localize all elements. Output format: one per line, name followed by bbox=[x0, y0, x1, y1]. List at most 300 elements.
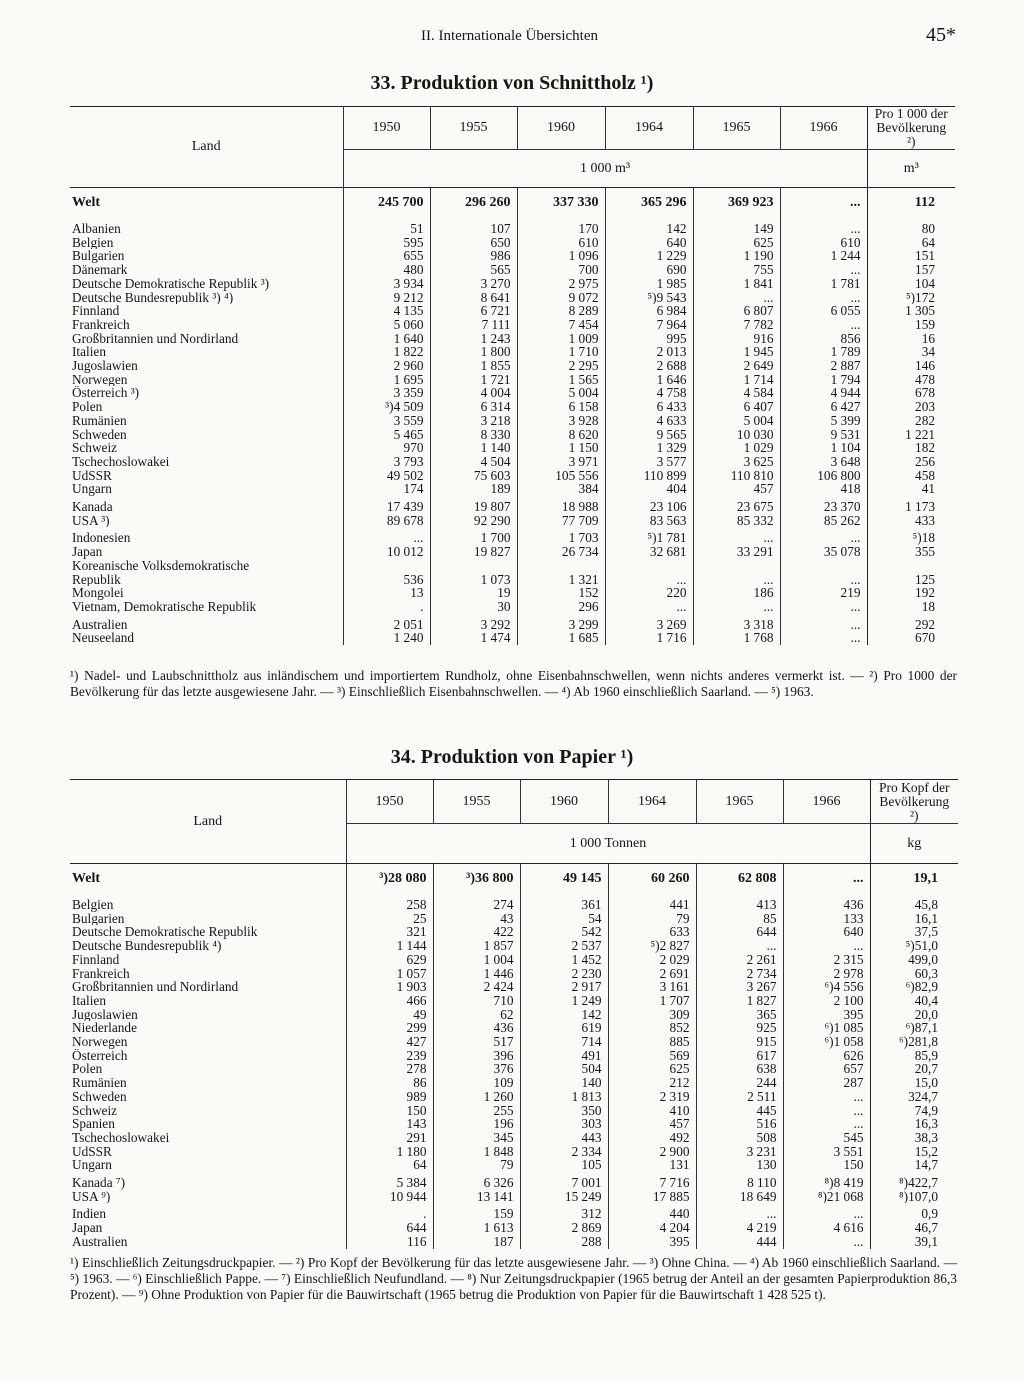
cell-value: 915 bbox=[696, 1035, 783, 1049]
cell-value: 19 807 bbox=[430, 496, 517, 514]
cell-value: ... bbox=[780, 318, 867, 332]
table-row bbox=[70, 345, 955, 359]
table-row bbox=[70, 496, 955, 514]
cell-value: 369 923 bbox=[693, 188, 780, 219]
cell-value: 33 291 bbox=[693, 545, 780, 559]
cell-value: ... bbox=[780, 631, 867, 645]
cell-value: 1 004 bbox=[433, 953, 520, 967]
cell-value: 8 641 bbox=[430, 291, 517, 305]
column-header-year: 1955 bbox=[430, 107, 517, 150]
cell-value: 1 029 bbox=[693, 441, 780, 455]
cell-value: 2 230 bbox=[520, 967, 608, 981]
cell-value: 1 057 bbox=[346, 967, 433, 981]
cell-value: 152 bbox=[517, 586, 605, 600]
column-header-year: 1964 bbox=[605, 107, 693, 150]
row-country: Deutsche Bundesrepublik ³) ⁴) bbox=[72, 290, 234, 305]
cell-value: 4 204 bbox=[608, 1221, 696, 1235]
row-country: Italien bbox=[72, 345, 106, 360]
cell-value: 92 290 bbox=[430, 514, 517, 528]
row-country: Großbritannien und Nordirland bbox=[72, 331, 239, 346]
cell-value: 625 bbox=[608, 1062, 696, 1076]
cell-value: ... bbox=[693, 291, 780, 305]
row-country: Schweiz bbox=[72, 1103, 118, 1118]
cell-value: 1 150 bbox=[517, 441, 605, 455]
cell-value: 2 887 bbox=[780, 359, 867, 373]
cell-value: ³)36 800 bbox=[433, 864, 520, 895]
table-row bbox=[70, 586, 955, 600]
cell-value: 3 359 bbox=[343, 386, 430, 400]
cell-value: 32 681 bbox=[605, 545, 693, 559]
cell-per-capita: 16 bbox=[867, 332, 955, 346]
cell-value: 110 899 bbox=[605, 469, 693, 483]
cell-value: ... bbox=[693, 600, 780, 614]
cell-value: 640 bbox=[605, 236, 693, 250]
row-country: Finnland bbox=[72, 952, 120, 967]
cell-value: 51 bbox=[343, 218, 430, 236]
row-country: Japan bbox=[72, 1221, 103, 1235]
cell-value: ⁵)2 827 bbox=[608, 939, 696, 953]
cell-value: 1 789 bbox=[780, 345, 867, 359]
cell-value: 404 bbox=[605, 482, 693, 496]
cell-per-capita: 282 bbox=[867, 414, 955, 428]
cell-value: 79 bbox=[608, 912, 696, 926]
cell-value: 85 332 bbox=[693, 514, 780, 528]
row-country: Australien bbox=[72, 616, 128, 632]
cell-per-capita: ⁸)422,7 bbox=[870, 1172, 958, 1190]
cell-value: 6 433 bbox=[605, 400, 693, 414]
cell-per-capita: 112 bbox=[867, 188, 955, 219]
cell-per-capita: 40,4 bbox=[870, 994, 958, 1008]
cell-value: 3 648 bbox=[780, 455, 867, 469]
cell-value: 5 399 bbox=[780, 414, 867, 428]
cell-value: 2 975 bbox=[517, 277, 605, 291]
cell-value: 2 261 bbox=[696, 953, 783, 967]
column-header-per-capita: Pro 1 000 der Bevölkerung ²) bbox=[867, 107, 955, 150]
cell-value: 2 649 bbox=[693, 359, 780, 373]
cell-per-capita: 20,0 bbox=[870, 1008, 958, 1022]
cell-value: 2 424 bbox=[433, 980, 520, 994]
row-country: Polen bbox=[72, 400, 103, 414]
unit-label: 1 000 Tonnen bbox=[346, 824, 870, 864]
cell-per-capita: 324,7 bbox=[870, 1090, 958, 1104]
cell-per-capita: 85,9 bbox=[870, 1049, 958, 1063]
row-country: Österreich bbox=[72, 1048, 128, 1063]
cell-value: 925 bbox=[696, 1021, 783, 1035]
cell-value: 396 bbox=[433, 1049, 520, 1063]
table-row bbox=[70, 304, 955, 318]
table-row bbox=[70, 1158, 958, 1172]
cell-per-capita: 14,7 bbox=[870, 1158, 958, 1172]
cell-value: 4 584 bbox=[693, 386, 780, 400]
cell-value: 2 315 bbox=[783, 953, 870, 967]
cell-value: 1 104 bbox=[780, 441, 867, 455]
cell-value: 6 326 bbox=[433, 1172, 520, 1190]
row-country: USA ⁹) bbox=[72, 1189, 111, 1204]
cell-value: 1 640 bbox=[343, 332, 430, 346]
column-header-year: 1950 bbox=[343, 107, 430, 150]
cell-value: 700 bbox=[517, 263, 605, 277]
table-row bbox=[70, 1076, 958, 1090]
table-row bbox=[70, 514, 955, 528]
cell-value: 650 bbox=[430, 236, 517, 250]
section-title: II. Internationale Übersichten bbox=[421, 28, 599, 44]
cell-value: 35 078 bbox=[780, 545, 867, 559]
cell-value: 7 001 bbox=[520, 1172, 608, 1190]
cell-value: 1 768 bbox=[693, 631, 780, 645]
cell-value: 440 bbox=[608, 1203, 696, 1221]
column-header-year: 1965 bbox=[693, 107, 780, 150]
cell-value: 644 bbox=[346, 1221, 433, 1235]
row-country: Schweden bbox=[72, 1089, 127, 1104]
cell-value: 989 bbox=[346, 1090, 433, 1104]
cell-value: 10 944 bbox=[346, 1190, 433, 1204]
cell-value: ⁶)4 556 bbox=[783, 980, 870, 994]
cell-per-capita: 20,7 bbox=[870, 1062, 958, 1076]
cell-value: 2 051 bbox=[343, 614, 430, 632]
cell-value: 5 384 bbox=[346, 1172, 433, 1190]
cell-value: 19 827 bbox=[430, 545, 517, 559]
cell-value: 116 bbox=[346, 1235, 433, 1249]
cell-per-capita: 39,1 bbox=[870, 1235, 958, 1249]
table-row bbox=[70, 1145, 958, 1159]
cell-value: 15 249 bbox=[520, 1190, 608, 1204]
row-country: Jugoslawien bbox=[72, 1007, 138, 1022]
table-row bbox=[70, 600, 955, 614]
cell-value: 107 bbox=[430, 218, 517, 236]
table-row bbox=[70, 1104, 958, 1118]
cell-value: 1 452 bbox=[520, 953, 608, 967]
table-row bbox=[70, 527, 955, 545]
table-row bbox=[70, 573, 955, 587]
table-row bbox=[70, 1021, 958, 1035]
cell-value: ⁶)1 058 bbox=[783, 1035, 870, 1049]
cell-value: 10 012 bbox=[343, 545, 430, 559]
column-header-year: 1966 bbox=[780, 107, 867, 150]
cell-value: 7 782 bbox=[693, 318, 780, 332]
cell-value: 1 249 bbox=[520, 994, 608, 1008]
cell-value: 445 bbox=[696, 1104, 783, 1118]
cell-value: 4 944 bbox=[780, 386, 867, 400]
cell-value: 1 827 bbox=[696, 994, 783, 1008]
cell-value: 6 158 bbox=[517, 400, 605, 414]
cell-value: 299 bbox=[346, 1021, 433, 1035]
cell-value: 5 004 bbox=[693, 414, 780, 428]
cell-value: ⁸)8 419 bbox=[783, 1172, 870, 1190]
cell-value: 89 678 bbox=[343, 514, 430, 528]
cell-value: 196 bbox=[433, 1117, 520, 1131]
row-country: UdSSR bbox=[72, 1144, 112, 1159]
column-header-year: 1950 bbox=[346, 780, 433, 824]
cell-value: 1 321 bbox=[517, 573, 605, 587]
table-row bbox=[70, 545, 955, 559]
cell-value: 7 716 bbox=[608, 1172, 696, 1190]
table-row bbox=[70, 994, 958, 1008]
cell-value: 1 695 bbox=[343, 373, 430, 387]
cell-value: 457 bbox=[608, 1117, 696, 1131]
cell-per-capita: 159 bbox=[867, 318, 955, 332]
cell-value: 6 984 bbox=[605, 304, 693, 318]
row-country: Deutsche Bundesrepublik ⁴) bbox=[72, 939, 222, 953]
cell-per-capita: 16,3 bbox=[870, 1117, 958, 1131]
cell-per-capita: 256 bbox=[867, 455, 955, 469]
cell-value: ⁸)21 068 bbox=[783, 1190, 870, 1204]
cell-value: 140 bbox=[520, 1076, 608, 1090]
cell-value: 655 bbox=[343, 249, 430, 263]
row-country: Indien bbox=[72, 1206, 106, 1222]
cell-value: 1 800 bbox=[430, 345, 517, 359]
cell-per-capita: 60,3 bbox=[870, 967, 958, 981]
cell-value bbox=[343, 559, 430, 573]
cell-value: 5 004 bbox=[517, 386, 605, 400]
cell-value: 885 bbox=[608, 1035, 696, 1049]
cell-value: 3 267 bbox=[696, 980, 783, 994]
table-row bbox=[70, 455, 955, 469]
row-country: Österreich ³) bbox=[72, 386, 140, 401]
row-country: Großbritannien und Nordirland bbox=[72, 980, 239, 994]
cell-value: 3 793 bbox=[343, 455, 430, 469]
cell-value: 13 141 bbox=[433, 1190, 520, 1204]
cell-value: 610 bbox=[780, 236, 867, 250]
cell-value: ... bbox=[783, 1203, 870, 1221]
cell-per-capita: ⁶)82,9 bbox=[870, 980, 958, 994]
cell-per-capita: 125 bbox=[867, 573, 955, 587]
column-header-land: Land bbox=[193, 813, 223, 829]
cell-value: 595 bbox=[343, 236, 430, 250]
cell-value: 3 625 bbox=[693, 455, 780, 469]
cell-value: 418 bbox=[780, 482, 867, 496]
cell-value: 291 bbox=[346, 1131, 433, 1145]
cell-value: 174 bbox=[343, 482, 430, 496]
cell-value: 23 675 bbox=[693, 496, 780, 514]
cell-value: 219 bbox=[780, 586, 867, 600]
cell-value: 2 295 bbox=[517, 359, 605, 373]
column-header-year: 1966 bbox=[783, 780, 870, 824]
cell-value: 1 565 bbox=[517, 373, 605, 387]
cell-value: 542 bbox=[520, 925, 608, 939]
table-row bbox=[70, 236, 955, 250]
table-row bbox=[70, 953, 958, 967]
cell-per-capita: 292 bbox=[867, 614, 955, 632]
row-country: Norwegen bbox=[72, 1035, 128, 1049]
cell-value: 545 bbox=[783, 1131, 870, 1145]
row-country: Neuseeland bbox=[72, 631, 135, 646]
cell-value: 1 685 bbox=[517, 631, 605, 645]
cell-value: 255 bbox=[433, 1104, 520, 1118]
row-country: Tschechoslowakei bbox=[72, 1130, 170, 1145]
cell-value: 1 140 bbox=[430, 441, 517, 455]
cell-value bbox=[517, 559, 605, 573]
cell-value: 1 180 bbox=[346, 1145, 433, 1159]
unit-label-per-capita: m³ bbox=[867, 150, 955, 188]
cell-value: 278 bbox=[346, 1062, 433, 1076]
cell-value: 413 bbox=[696, 894, 783, 912]
cell-value: 49 145 bbox=[520, 864, 608, 895]
row-country: Rumänien bbox=[72, 413, 127, 428]
cell-value: 2 960 bbox=[343, 359, 430, 373]
cell-value: 25 bbox=[346, 912, 433, 926]
cell-value: 142 bbox=[605, 218, 693, 236]
cell-value: 6 721 bbox=[430, 304, 517, 318]
cell-per-capita: 1 173 bbox=[867, 496, 955, 514]
cell-value: 245 700 bbox=[343, 188, 430, 219]
table-row bbox=[70, 1049, 958, 1063]
cell-value: 916 bbox=[693, 332, 780, 346]
cell-per-capita: 478 bbox=[867, 373, 955, 387]
cell-value: . bbox=[346, 1203, 433, 1221]
row-country: Spanien bbox=[72, 1117, 115, 1131]
cell-value: 150 bbox=[783, 1158, 870, 1172]
row-country: Belgien bbox=[72, 897, 114, 912]
cell-value: 610 bbox=[517, 236, 605, 250]
cell-value: ⁵)1 781 bbox=[605, 527, 693, 545]
cell-value: 1 144 bbox=[346, 939, 433, 953]
cell-value: ... bbox=[780, 527, 867, 545]
cell-value bbox=[430, 559, 517, 573]
cell-value: 19 bbox=[430, 586, 517, 600]
cell-value: 189 bbox=[430, 482, 517, 496]
table-row bbox=[70, 1203, 958, 1221]
cell-per-capita: ⁶)281,8 bbox=[870, 1035, 958, 1049]
cell-value: 690 bbox=[605, 263, 693, 277]
row-country: Italien bbox=[72, 993, 106, 1008]
cell-value: ⁵)9 543 bbox=[605, 291, 693, 305]
cell-value: 220 bbox=[605, 586, 693, 600]
cell-value: 3 971 bbox=[517, 455, 605, 469]
table-row bbox=[70, 414, 955, 428]
cell-per-capita: 46,7 bbox=[870, 1221, 958, 1235]
cell-value: 303 bbox=[520, 1117, 608, 1131]
cell-value: 436 bbox=[783, 894, 870, 912]
cell-value: 1 009 bbox=[517, 332, 605, 346]
row-country: Welt bbox=[72, 871, 100, 886]
cell-value: ³)28 080 bbox=[346, 864, 433, 895]
cell-value: 6 314 bbox=[430, 400, 517, 414]
cell-value: 970 bbox=[343, 441, 430, 455]
cell-value: 83 563 bbox=[605, 514, 693, 528]
cell-value: 3 318 bbox=[693, 614, 780, 632]
cell-value: 422 bbox=[433, 925, 520, 939]
cell-value: 2 100 bbox=[783, 994, 870, 1008]
cell-value: 49 502 bbox=[343, 469, 430, 483]
cell-value: 143 bbox=[346, 1117, 433, 1131]
cell-value: 410 bbox=[608, 1104, 696, 1118]
cell-value: 288 bbox=[520, 1235, 608, 1249]
cell-per-capita: ⁵)18 bbox=[867, 527, 955, 545]
cell-value: 7 454 bbox=[517, 318, 605, 332]
cell-per-capita: 0,9 bbox=[870, 1203, 958, 1221]
cell-value: . bbox=[343, 600, 430, 614]
row-country: Australien bbox=[72, 1234, 128, 1249]
cell-value: 1 329 bbox=[605, 441, 693, 455]
table-row bbox=[70, 469, 955, 483]
table-row bbox=[70, 263, 955, 277]
cell-per-capita: ⁵)172 bbox=[867, 291, 955, 305]
cell-per-capita: 182 bbox=[867, 441, 955, 455]
cell-value: 376 bbox=[433, 1062, 520, 1076]
cell-value: 492 bbox=[608, 1131, 696, 1145]
cell-value: 1 096 bbox=[517, 249, 605, 263]
cell-value: 1 813 bbox=[520, 1090, 608, 1104]
cell-value: 3 270 bbox=[430, 277, 517, 291]
cell-value: 365 bbox=[696, 1008, 783, 1022]
cell-value: 633 bbox=[608, 925, 696, 939]
cell-value: 106 800 bbox=[780, 469, 867, 483]
cell-per-capita: 74,9 bbox=[870, 1104, 958, 1118]
table-row bbox=[70, 400, 955, 414]
column-header-year: 1965 bbox=[696, 780, 783, 824]
cell-per-capita: 458 bbox=[867, 469, 955, 483]
cell-value: 1 716 bbox=[605, 631, 693, 645]
cell-value: 1 260 bbox=[433, 1090, 520, 1104]
row-country: Bulgarien bbox=[72, 911, 125, 926]
cell-value: 4 758 bbox=[605, 386, 693, 400]
table33-body bbox=[70, 188, 955, 646]
row-country: Rumänien bbox=[72, 1076, 127, 1090]
cell-value: 1 945 bbox=[693, 345, 780, 359]
table-row bbox=[70, 559, 955, 573]
row-country: Deutsche Demokratische Republik bbox=[72, 925, 258, 940]
cell-value: 6 807 bbox=[693, 304, 780, 318]
cell-value: 3 559 bbox=[343, 414, 430, 428]
table34 bbox=[70, 779, 958, 1249]
cell-per-capita: 18 bbox=[867, 600, 955, 614]
cell-per-capita: 45,8 bbox=[870, 894, 958, 912]
table-row bbox=[70, 373, 955, 387]
table-row bbox=[70, 1008, 958, 1022]
cell-value: 4 633 bbox=[605, 414, 693, 428]
table33-footnote: ¹) Nadel- und Laubschnittholz aus inländischem und importiertem Rundholz, ohne Eisenbahnschwellen, wenn nichts anderes vermerkt ist. — ²) Pro 1000 der Bevölkerung für das letzte ausgewiesene Jahr. — ³) Einschließlich Eisenbahnschwellen. — ⁴) Ab 1960 einschließlich Saarland. — ⁵) 1963. bbox=[70, 668, 957, 699]
table-row bbox=[70, 277, 955, 291]
cell-value: ... bbox=[783, 864, 870, 895]
cell-per-capita: ⁵)51,0 bbox=[870, 939, 958, 953]
cell-value: 26 734 bbox=[517, 545, 605, 559]
cell-per-capita: 104 bbox=[867, 277, 955, 291]
cell-value: 1 613 bbox=[433, 1221, 520, 1235]
cell-value: ... bbox=[783, 1104, 870, 1118]
cell-value: 617 bbox=[696, 1049, 783, 1063]
cell-value: ... bbox=[780, 291, 867, 305]
table-row bbox=[70, 428, 955, 442]
table34-title: 34. Produktion von Papier ¹) bbox=[390, 746, 634, 768]
table-row bbox=[70, 925, 958, 939]
cell-value bbox=[693, 559, 780, 573]
cell-value: 3 161 bbox=[608, 980, 696, 994]
cell-value: 159 bbox=[433, 1203, 520, 1221]
cell-value: 6 407 bbox=[693, 400, 780, 414]
cell-per-capita: 192 bbox=[867, 586, 955, 600]
cell-value: 212 bbox=[608, 1076, 696, 1090]
table-row bbox=[70, 1062, 958, 1076]
cell-value: 10 030 bbox=[693, 428, 780, 442]
row-country: Welt bbox=[72, 195, 100, 210]
table-row bbox=[70, 386, 955, 400]
cell-value: 274 bbox=[433, 894, 520, 912]
cell-value: 1 700 bbox=[430, 527, 517, 545]
table-row bbox=[70, 1117, 958, 1131]
cell-value: 3 231 bbox=[696, 1145, 783, 1159]
row-country: Polen bbox=[72, 1062, 103, 1077]
row-country: Indonesien bbox=[72, 530, 131, 546]
cell-value: 3 928 bbox=[517, 414, 605, 428]
cell-value: 9 531 bbox=[780, 428, 867, 442]
cell-per-capita: 38,3 bbox=[870, 1131, 958, 1145]
cell-value: 569 bbox=[608, 1049, 696, 1063]
cell-value: ... bbox=[605, 573, 693, 587]
cell-value: 4 504 bbox=[430, 455, 517, 469]
cell-value: ... bbox=[343, 527, 430, 545]
cell-per-capita: 64 bbox=[867, 236, 955, 250]
cell-per-capita: 15,2 bbox=[870, 1145, 958, 1159]
